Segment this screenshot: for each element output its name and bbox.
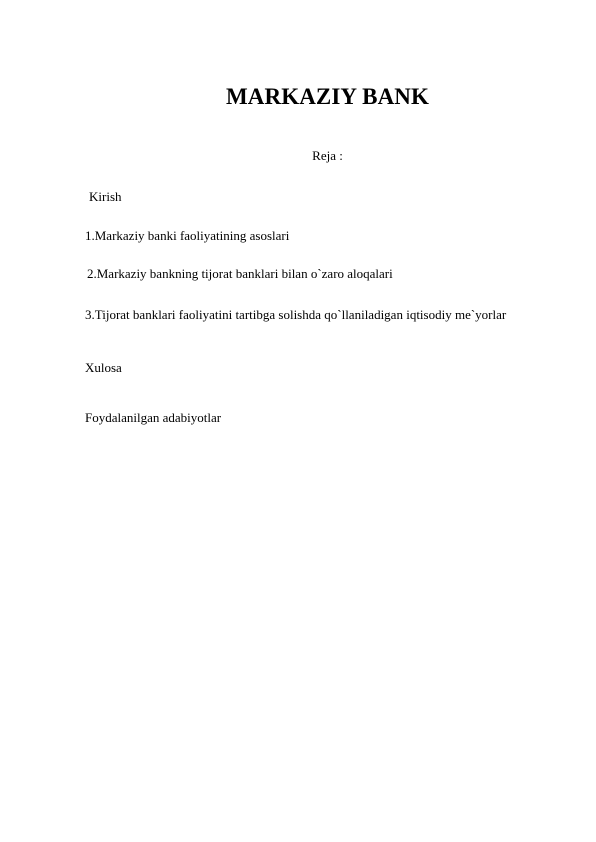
plan-item-conclusion: Xulosa [85,360,122,375]
plan-item-intro: Kirish [89,189,122,204]
plan-item-1: 1.Markaziy banki faoliyatining asoslari [85,228,290,243]
plan-item-references: Foydalanilgan adabiyotlar [85,410,222,425]
plan-heading: Reja : [312,148,343,163]
document-title: MARKAZIY BANK [226,84,429,109]
plan-item-2: 2.Markaziy bankning tijorat banklari bilan o`zaro aloqalari [87,266,393,281]
plan-item-3: 3.Tijorat banklari faoliyatini tartibga solishda qo`llaniladigan iqtisodiy me`yorlar [85,307,507,322]
